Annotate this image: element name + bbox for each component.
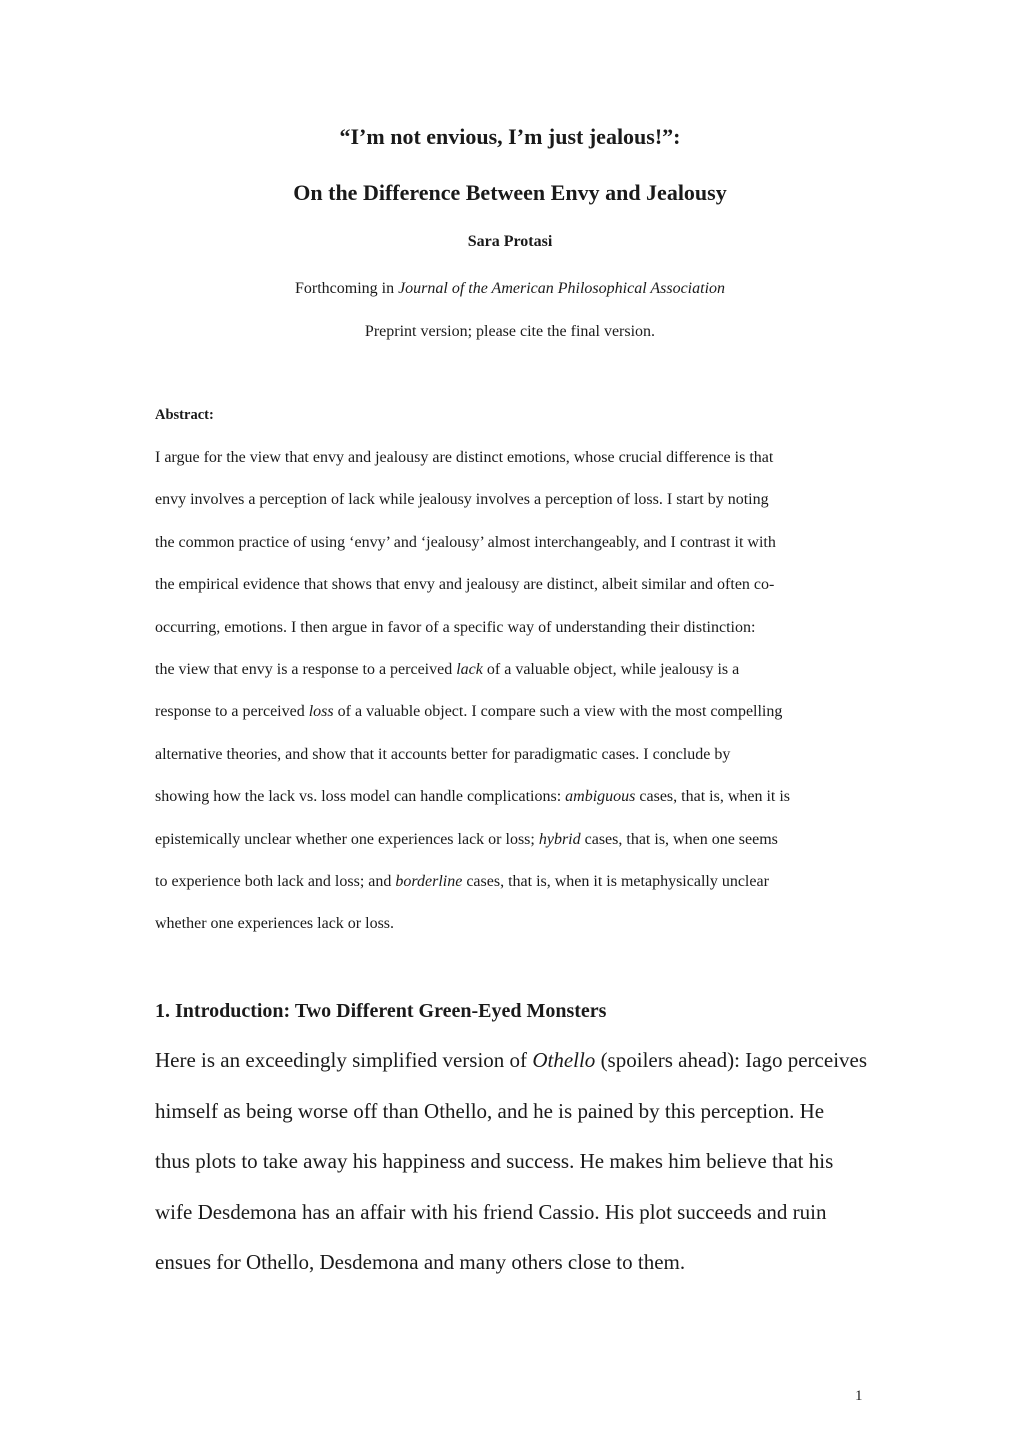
text-run: the view that envy is a response to a perceived	[155, 661, 457, 678]
abstract-line	[155, 831, 778, 849]
abstract-line	[155, 915, 394, 933]
abstract-heading: Abstract:	[155, 407, 214, 423]
italic-term: lack	[456, 661, 483, 678]
abstract-line	[155, 576, 774, 594]
text-run: the common practice of using ‘envy’ and ‘jealousy’ almost interchangeably, and I contrast it with	[155, 533, 776, 551]
preprint-note: Preprint version; please cite the final version.	[364, 323, 656, 340]
text-run: showing how the lack vs. loss model can handle complications:	[155, 788, 566, 806]
abstract-line	[155, 788, 790, 806]
publication-note	[0, 280, 1020, 298]
abstract-line	[155, 491, 769, 509]
body-line	[155, 1200, 826, 1225]
text-run: cases, that is, when one seems	[580, 830, 778, 848]
text-run: cases, that is, when it is metaphysically unclear	[462, 873, 769, 890]
italic-term: ambiguous	[565, 788, 636, 806]
abstract-line	[155, 449, 773, 467]
italic-term: loss	[308, 703, 334, 721]
text-run: thus plots to take away his happiness and success. He makes him believe that his	[155, 1149, 834, 1173]
text-run: ensues for Othello, Desdemona and many others close to them.	[155, 1250, 686, 1274]
text-run: the empirical evidence that shows that envy and jealousy are distinct, albeit similar and often co-	[155, 576, 775, 594]
section-heading: 1. Introduction: Two Different Green-Eyed Monsters	[155, 1000, 607, 1022]
author-name: Sara Protasi	[467, 233, 553, 250]
text-run: occurring, emotions. I then argue in favor of a specific way of understanding their distinction:	[155, 618, 756, 636]
body-line	[155, 1099, 824, 1124]
journal-name: Journal of the American Philosophical Association	[398, 280, 726, 297]
text-run: to experience both lack and loss; and	[155, 873, 396, 890]
text-run: wife Desdemona has an affair with his friend Cassio. His plot succeeds and ruin	[155, 1199, 827, 1224]
body-line	[155, 1048, 867, 1073]
abstract-line	[155, 703, 782, 721]
text-run: alternative theories, and show that it accounts better for paradigmatic cases. I conclude by	[155, 745, 731, 763]
italic-term: Othello	[532, 1048, 596, 1072]
italic-term: hybrid	[538, 830, 581, 848]
abstract-line	[155, 661, 739, 679]
abstract-line	[155, 873, 769, 891]
text-run: cases, that is, when it is	[635, 788, 791, 806]
text-run: whether one experiences lack or loss.	[155, 915, 395, 933]
text-run: epistemically unclear whether one experiences lack or loss;	[155, 830, 539, 848]
italic-term: borderline	[395, 873, 463, 890]
text-run: of a valuable object, while jealousy is a	[482, 661, 740, 678]
text-run: (spoilers ahead): Iago perceives	[595, 1048, 868, 1072]
body-line	[155, 1149, 833, 1174]
abstract-line	[155, 619, 755, 637]
text-run: I argue for the view that envy and jealousy are distinct emotions, whose crucial difference is that	[155, 449, 774, 466]
paper-title-line1: “I’m not envious, I’m just jealous!”:	[339, 124, 681, 149]
text-run: response to a perceived	[155, 703, 309, 721]
abstract-line	[155, 534, 776, 552]
text-run: envy involves a perception of lack while jealousy involves a perception of loss. I start by noting	[155, 491, 769, 509]
body-line	[155, 1250, 685, 1275]
text-run: of a valuable object. I compare such a view with the most compelling	[333, 703, 783, 721]
page-number: 1	[855, 1388, 863, 1404]
text-run: himself as being worse off than Othello, and he is pained by this perception. He	[155, 1098, 825, 1123]
abstract-line	[155, 746, 730, 764]
paper-title-line2: On the Difference Between Envy and Jealousy	[293, 180, 727, 205]
text-run: Here is an exceedingly simplified version of	[155, 1048, 533, 1072]
forthcoming-prefix: Forthcoming in	[294, 280, 399, 297]
